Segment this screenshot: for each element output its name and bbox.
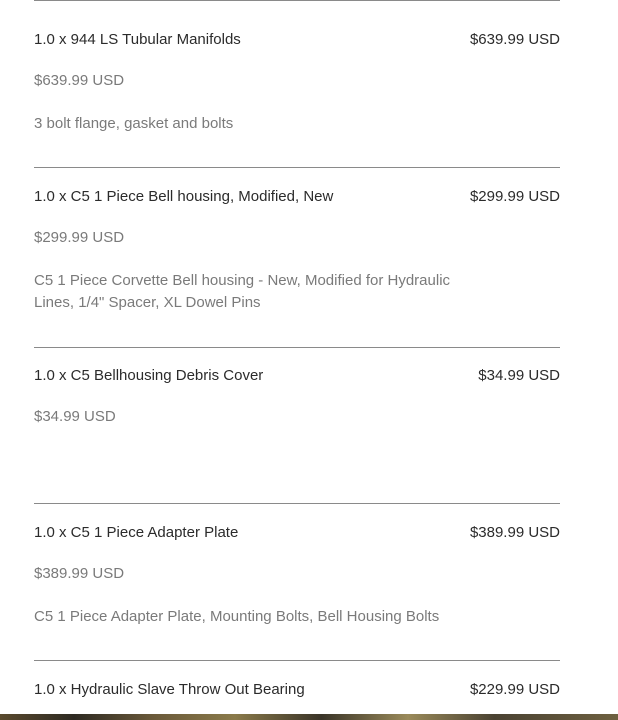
divider [34,503,560,504]
item-total-price: $639.99 USD [469,31,560,48]
divider [34,660,560,661]
item-title: 1.0 x C5 1 Piece Bell housing, Modified, New [34,188,334,205]
item-description: C5 1 Piece Corvette Bell housing - New, Modified for Hydraulic Lines, 1/4" Spacer, XL Dowel Pins [34,272,451,311]
item-total-price: $299.99 USD [469,188,560,205]
footer-photo-edge [0,714,618,720]
item-unit-price: $299.99 USD [34,229,125,246]
item-description: C5 1 Piece Adapter Plate, Mounting Bolts, Bell Housing Bolts [34,608,440,625]
divider [34,167,560,168]
item-title: 1.0 x Hydraulic Slave Throw Out Bearing [34,681,305,698]
item-total-price: $389.99 USD [469,524,560,541]
item-total-price: $34.99 USD [478,367,560,384]
item-unit-price: $34.99 USD [34,408,116,425]
item-description: 3 bolt flange, gasket and bolts [34,115,234,132]
item-total-price: $229.99 USD [469,681,560,698]
divider [34,0,560,1]
item-unit-price: $639.99 USD [34,72,125,89]
divider [34,347,560,348]
item-title: 1.0 x C5 1 Piece Adapter Plate [34,524,239,541]
item-unit-price: $389.99 USD [34,565,125,582]
item-title: 1.0 x C5 Bellhousing Debris Cover [34,367,264,384]
item-title: 1.0 x 944 LS Tubular Manifolds [34,31,241,48]
